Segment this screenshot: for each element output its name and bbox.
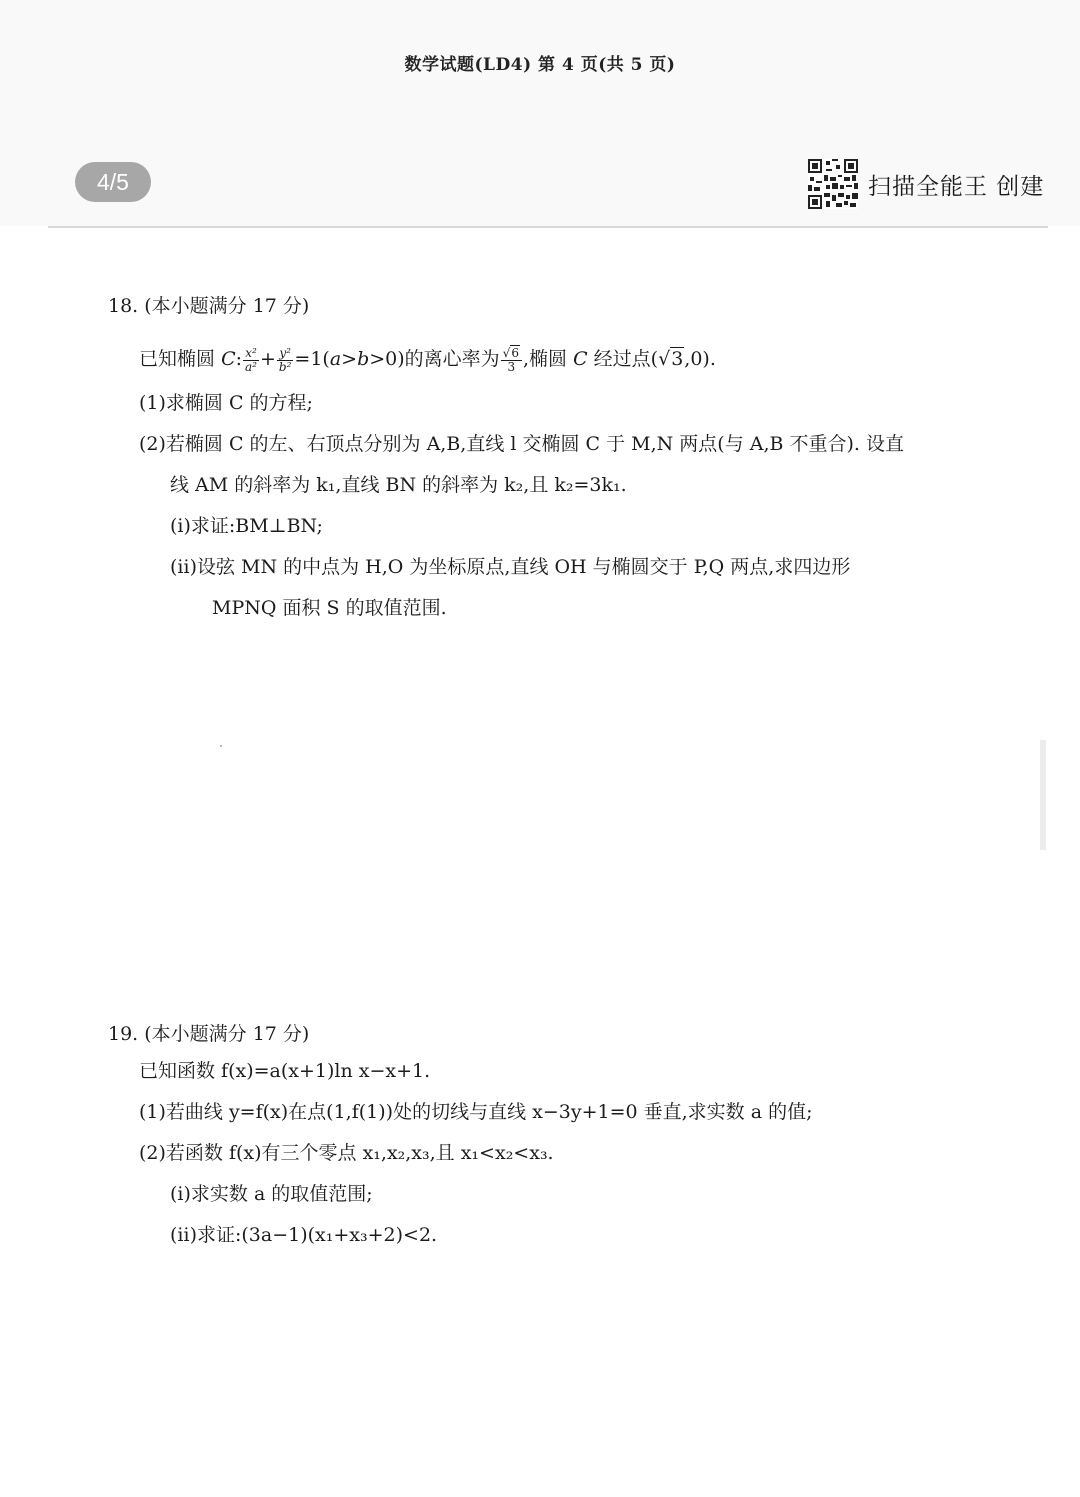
previous-page-footer-area	[0, 0, 1080, 226]
qr-code-icon	[808, 159, 858, 209]
scanner-label: 扫描全能王 创建	[868, 173, 1045, 200]
problem-19	[108, 1019, 1008, 1256]
previous-page-footer-text: 数学试题(LD4) 第 4 页(共 5 页)	[404, 55, 676, 75]
question-2-part-i: (ⅰ)求实数 a 的取值范围;	[170, 1183, 373, 1205]
question-1: (1)求椭圆 C 的方程;	[139, 392, 313, 414]
page-divider	[48, 226, 1048, 228]
question-2-part-ii: (ⅱ)求证:(3a−1)(x₁+x₃+2)<2.	[170, 1224, 438, 1246]
question-2-part-ii: (ⅱ)设弦 MN 的中点为 H,O 为坐标原点,直线 OH 与椭圆交于 P,Q 两点,求四边形	[170, 556, 851, 578]
problem-title: 18. (本小题满分 17 分)	[108, 295, 310, 317]
scanner-watermark	[808, 158, 1044, 210]
fraction-sqrt6-over-3: $\frac{√6}{3}$	[501, 347, 522, 374]
question-1: (1)若曲线 y=f(x)在点(1,f(1))处的切线与直线 x−3y+1=0 垂直,求实数 a 的值;	[139, 1101, 813, 1123]
question-2: (2)若函数 f(x)有三个零点 x₁,x₂,x₃,且 x₁<x₂<x₃.	[139, 1142, 554, 1164]
problem-18	[108, 291, 1008, 629]
question-2-continued: 线 AM 的斜率为 k₁,直线 BN 的斜率为 k₂,且 k₂=3k₁.	[170, 474, 627, 496]
question-2-part-ii-continued: MPNQ 面积 S 的取值范围.	[212, 597, 447, 619]
fraction-y2-over-b2: $\frac{\text{y²}}{\text{b²}}$	[278, 345, 292, 374]
scan-edge-shadow	[1040, 740, 1046, 850]
problem-title: 19. (本小题满分 17 分)	[108, 1023, 310, 1045]
problem-statement: 已知函数 f(x)=a(x+1)ln x−x+1.	[139, 1060, 431, 1082]
page-indicator[interactable]: 4/5	[75, 162, 151, 202]
question-2: (2)若椭圆 C 的左、右顶点分别为 A,B,直线 l 交椭圆 C 于 M,N 两点(与 A,B 不重合). 设直	[139, 433, 905, 455]
scan-speck	[220, 745, 222, 747]
problem-statement: 已知椭圆 C: $\frac{\text{x²}}{\text{a²}}$ + $\frac{\text{y²}}{\text{b²}}$ =1(a>b>0)的离心率为 $\frac{√6}{3}$ ,椭圆 C 经过点(√3,0).	[139, 345, 716, 374]
question-2-part-i: (ⅰ)求证:BM⊥BN;	[170, 515, 323, 537]
fraction-x2-over-a2: $\frac{\text{x²}}{\text{a²}}$	[245, 345, 257, 374]
